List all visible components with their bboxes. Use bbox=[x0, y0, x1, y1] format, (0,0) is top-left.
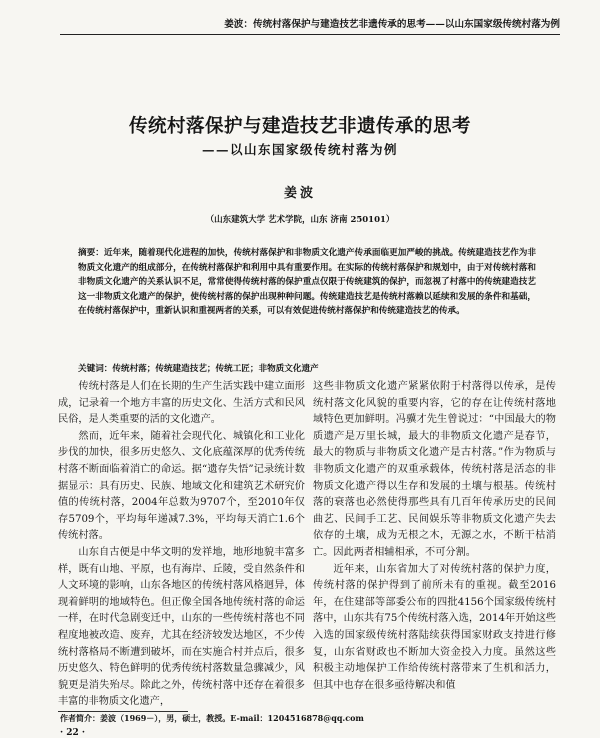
keywords-text: 传统村落；传统建造技艺；传统工匠；非物质文化遗产 bbox=[112, 364, 319, 374]
author-footnote: 作者简介：姜波（1969－），男，硕士，教授。E-mail：1204516878@qq.com bbox=[60, 713, 364, 723]
body-paragraph: 近年来，山东省加大了对传统村落的保护力度，传统村落的保护得到了前所未有的重视。截至2016年，在住建部等部委公布的四批4156个国家级传统村落中，山东共有75个传统村落入选，2014年开始这些入选的国家级传统村落陆续获得国家财政支持进行修复，山东省财政也不断加大资金投入力度。虽然这些积极主动地保护工作给传统村落带来了生机和活力，但其中也存在很多亟待解决和值 bbox=[313, 563, 556, 691]
abstract bbox=[78, 246, 536, 319]
body-paragraph: 传统村落是人们在长期的生产生活实践中建立面形成，记录着一个地方丰富的历史文化、生活方式和民风民俗，是人类重要的活的文化遗产。 bbox=[58, 381, 305, 426]
running-head: 姜波：传统村落保护与建造技艺非遗传承的思考——以山东国家级传统村落为例 bbox=[60, 16, 560, 35]
body-column-left bbox=[58, 379, 305, 711]
article-subtitle: ——以山东国家级传统村落为例 bbox=[201, 142, 398, 157]
page-number: · 22 · bbox=[60, 728, 86, 738]
body-paragraph: 这些非物质文化遗产紧紧依附于村落得以传承，是传统村落文化风貌的重要内容，它的存在让传统村落地域特色更加鲜明。冯骥才先生曾说过：“中国最大的物质遗产是万里长城，最大的非物质文化遗产是春节，最大的物质与非物质文化遗产是古村落。”作为物质与非物质文化遗产的双重承载体，传统村落是活态的非物质文化遗产得以生存和发展的土壤与根基。传统村落的衰落也必然使得那些具有几百年传承历史的民间曲艺、民间手工艺、民间娱乐等非物质文化遗产失去依存的土壤，成为无根之木，无源之水，不断干枯消亡。因此两者相辅相承，不可分割。 bbox=[313, 381, 556, 558]
body-paragraph: 山东自古便是中华文明的发祥地，地形地貌丰富多样，既有山地、平原，也有海岸、丘陵，受自然条件和人文环境的影响，山东各地区的传统村落风格迥异，体现着鲜明的地域特色。但正像全国各地传统村落的命运一样，在时代急剧变迁中，山东的一些传统村落也不同程度地被改造、废弃，尤其在经济较发达地区，不少传统村落格局不断遭到破坏，而在实施合村并点后，很多历史悠久、特色鲜明的优秀传统村落数量急骤减少，风貌更是消失殆尽。除此之外，传统村落中还存在着很多丰富的非物质文化遗产， bbox=[58, 546, 305, 708]
footnote-divider bbox=[58, 711, 188, 712]
abstract-label: 摘要： bbox=[78, 248, 104, 258]
body-column-right bbox=[313, 379, 556, 694]
article-title: 传统村落保护与建造技艺非遗传承的思考 bbox=[128, 116, 471, 137]
abstract-text: 近年来，随着现代化进程的加快，传统村落保护和非物质文化遗产传承面临更加严峻的挑战。传统建造技艺作为非物质文化遗产的组成部分，在传统村落保护和利用中具有重要作用。在实际的传统村落保护和规划中，由于对传统村落和非物质文化遗产的关系认识不足，常常使得传统村落的保护重点仅限于传统建筑的保护，而忽视了村落中的传统建造技艺这一非物质文化遗产的保护，使传统村落的保护出现种种问题。传统建造技艺是传统村落赖以延续和发展的条件和基础，在传统村落保护中，重新认识和重视两者的关系，可以有效促进传统村落保护和传统建造技艺的传承。 bbox=[78, 248, 536, 317]
keywords bbox=[78, 362, 536, 374]
keywords-label: 关键词： bbox=[78, 364, 113, 374]
body-paragraph: 然而，近年来，随着社会现代化、城镇化和工业化步伐的加快，很多历史悠久、文化底蕴深厚的优秀传统村落不断面临着消亡的命运。据“遗存失悟”记录统计数据显示：具有历史、民族、地域文化和建筑艺术研究价值的传统村落，2004年总数为9707个，至2010年仅存5709个，平均每年递减7.3%，平均每天消亡1.6个传统村落。 bbox=[58, 430, 305, 542]
author-name: 姜波 bbox=[283, 186, 316, 201]
author-affiliation: （山东建筑大学 艺术学院，山东 济南 250101） bbox=[205, 215, 395, 225]
